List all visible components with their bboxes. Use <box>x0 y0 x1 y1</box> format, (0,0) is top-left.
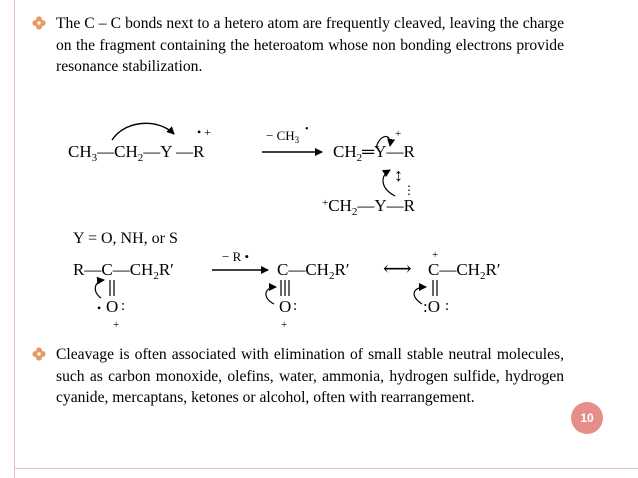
equilibrium-arrow-icon: ⟷ <box>383 258 412 280</box>
svg-text:C—CH2R′: $C—CH_2R'$ <box>428 260 501 282</box>
scheme2-reactant <box>73 260 174 282</box>
page-number-badge: 10 <box>571 402 603 434</box>
scheme1-product1 <box>333 142 415 164</box>
product1-oxygen: O <box>279 297 292 316</box>
bullet-text-2: Cleavage is often associated with elimination of small stable neutral molecules, such as carbon monoxide, olefins, water, ammonia, hydrogen sulfide, hydrogen cyanide, mercaptans, ketones or alcohol, often with rearrangement. <box>56 346 564 406</box>
carbon-plus: + <box>432 249 439 261</box>
svg-text:R—C—CH2R′: $R—C—CH_2R'$ <box>73 260 174 282</box>
oxonium-plus: + <box>395 128 402 140</box>
lone-pair: : <box>445 298 450 314</box>
curved-electron-arrow-icon <box>95 280 104 298</box>
oxygen-plus: + <box>113 319 120 331</box>
y-definition: Y = O, NH, or S <box>73 230 178 247</box>
lone-pair: : <box>293 298 298 314</box>
svg-text:+CH2—Y—R: $^+CH_2—Y—R$ <box>322 196 415 218</box>
reactant-oxygen: O <box>106 297 119 316</box>
scheme1-reactant <box>68 142 205 164</box>
reaction-arrow-1 <box>262 124 322 152</box>
lone-pair-dots: ⋮ <box>403 183 415 197</box>
radical-cation-marks: • + <box>197 125 211 139</box>
product2-oxygen: :O <box>423 297 440 316</box>
lone-pair: : <box>121 298 126 314</box>
curved-electron-arrow-icon <box>112 123 174 140</box>
reaction-arrow-2 <box>212 249 268 270</box>
svg-text:− R •: − R • <box>222 249 250 264</box>
scheme2-product2 <box>428 260 501 282</box>
curved-electron-arrow-icon <box>266 287 276 304</box>
resonance-arrow-icon: ↕ <box>394 165 403 185</box>
oxygen-plus: + <box>281 319 288 331</box>
svg-text:− CH3: − $CH_3$ <box>266 128 300 145</box>
scheme1-product2 <box>322 196 416 218</box>
svg-text:CH2═Y—R: $CH_2═Y—R$ <box>333 142 415 164</box>
bullet-text-1: The C – C bonds next to a hetero atom are frequently cleaved, leaving the charge on the fragment containing the heteroatom whose non bonding electrons provide resonance stabilization. <box>56 15 564 75</box>
svg-text:C—CH2R′: $C—CH_2R'$ <box>277 260 350 282</box>
svg-text:•: • <box>305 124 309 135</box>
scheme2-product1 <box>277 260 350 282</box>
radical-dot: • <box>97 301 102 315</box>
svg-text:CH3—CH2—Y —R: $CH_3—CH_2—Y$ —R <box>68 142 205 164</box>
